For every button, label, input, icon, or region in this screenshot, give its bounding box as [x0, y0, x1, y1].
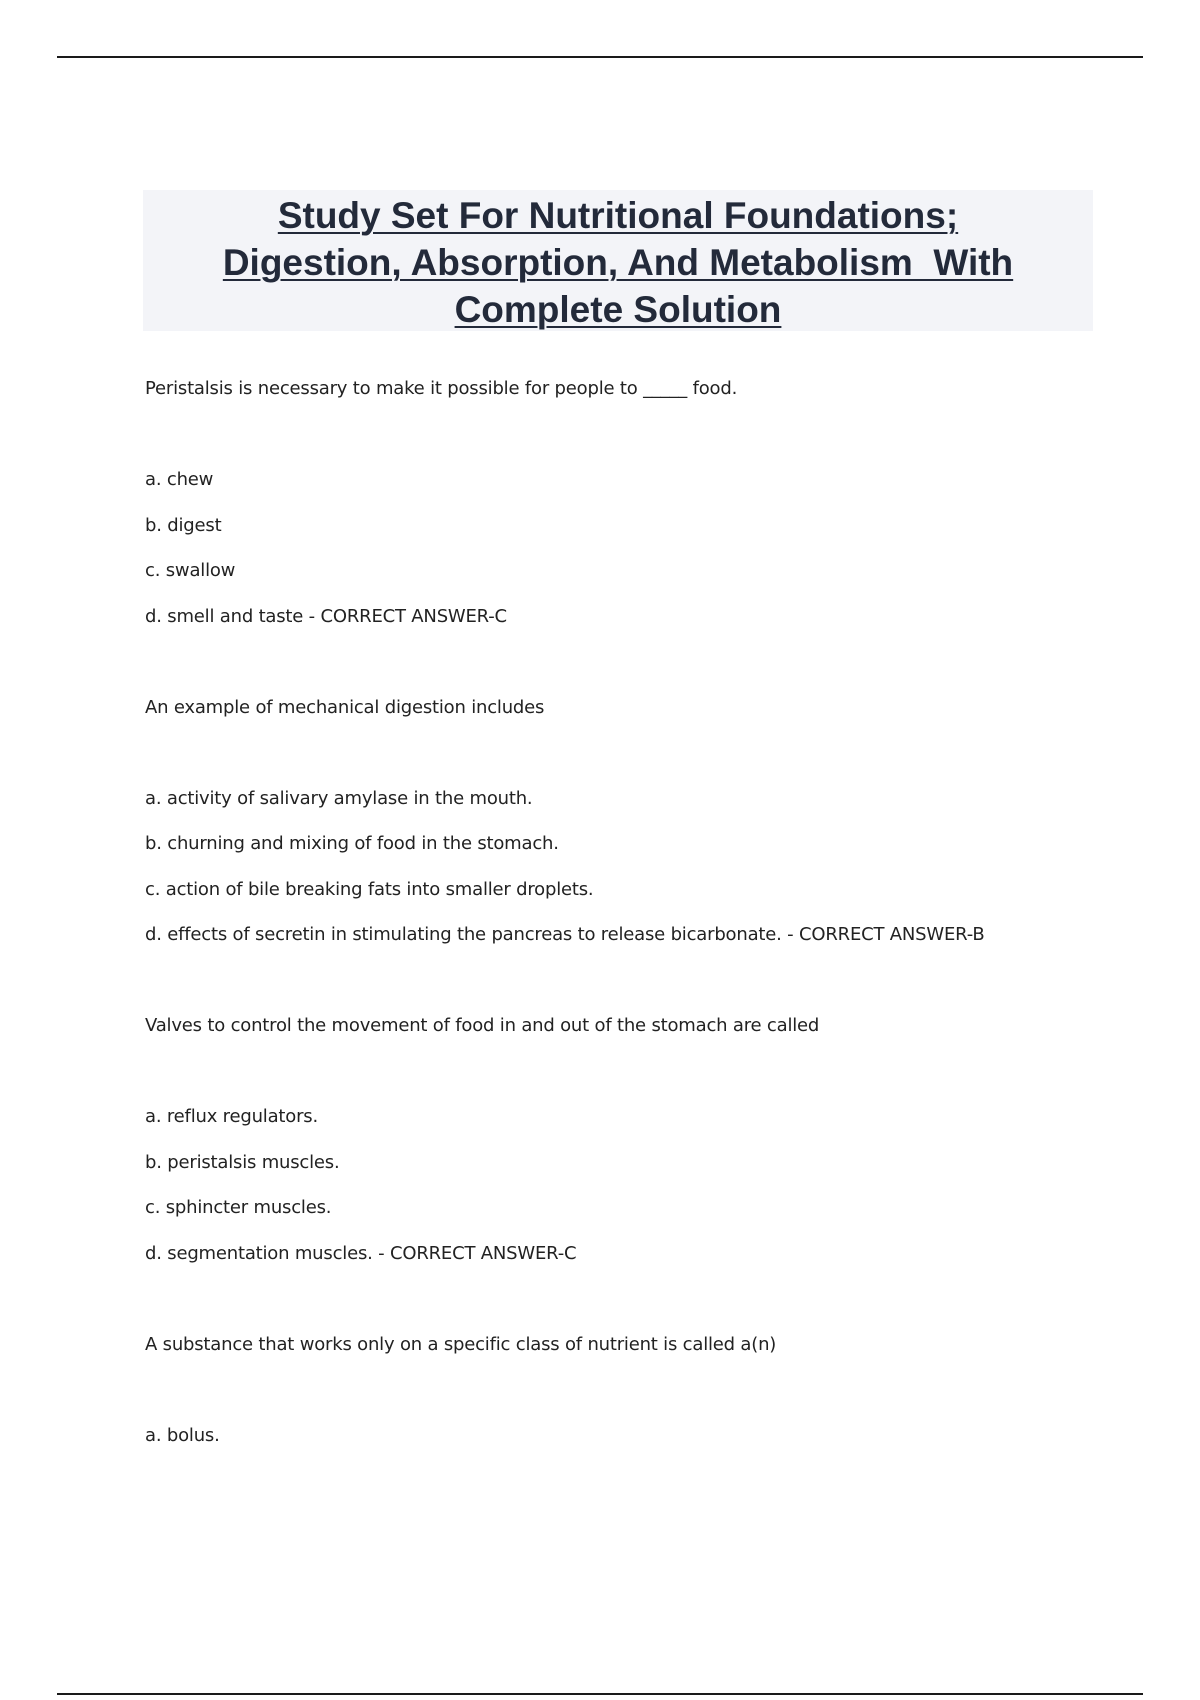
title-line: Study Set For Nutritional Foundations; [277, 195, 959, 236]
question-prompt: A substance that works only on a specific class of nutrient is called a(n) [145, 1334, 777, 1355]
answer-option: c. swallow [145, 560, 236, 581]
title-line: Digestion, Absorption, And Metabolism With [222, 242, 1014, 283]
title-banner [143, 190, 1093, 331]
answer-option: c. action of bile breaking fats into smaller droplets. [145, 879, 594, 900]
question-prompt: Peristalsis is necessary to make it possible for people to _____ food. [145, 378, 738, 399]
answer-option: c. sphincter muscles. [145, 1197, 332, 1218]
question-prompt: An example of mechanical digestion includes [145, 697, 545, 718]
answer-option: a. chew [145, 469, 214, 490]
question-prompt: Valves to control the movement of food in and out of the stomach are called [145, 1015, 820, 1036]
title-line: Complete Solution [454, 289, 782, 330]
bottom-rule [57, 1693, 1143, 1695]
answer-option: b. churning and mixing of food in the stomach. [145, 833, 559, 854]
answer-option: d. segmentation muscles. - CORRECT ANSWER-C [145, 1243, 577, 1264]
answer-option: a. reflux regulators. [145, 1106, 318, 1127]
answer-option: a. activity of salivary amylase in the mouth. [145, 788, 533, 809]
answer-option: d. smell and taste - CORRECT ANSWER-C [145, 606, 507, 627]
answer-option: b. peristalsis muscles. [145, 1152, 340, 1173]
answer-option: d. effects of secretin in stimulating the pancreas to release bicarbonate. - CORRECT ANSWER-B [145, 924, 985, 945]
top-rule [57, 56, 1143, 58]
answer-option: b. digest [145, 515, 222, 536]
answer-option: a. bolus. [145, 1425, 220, 1446]
